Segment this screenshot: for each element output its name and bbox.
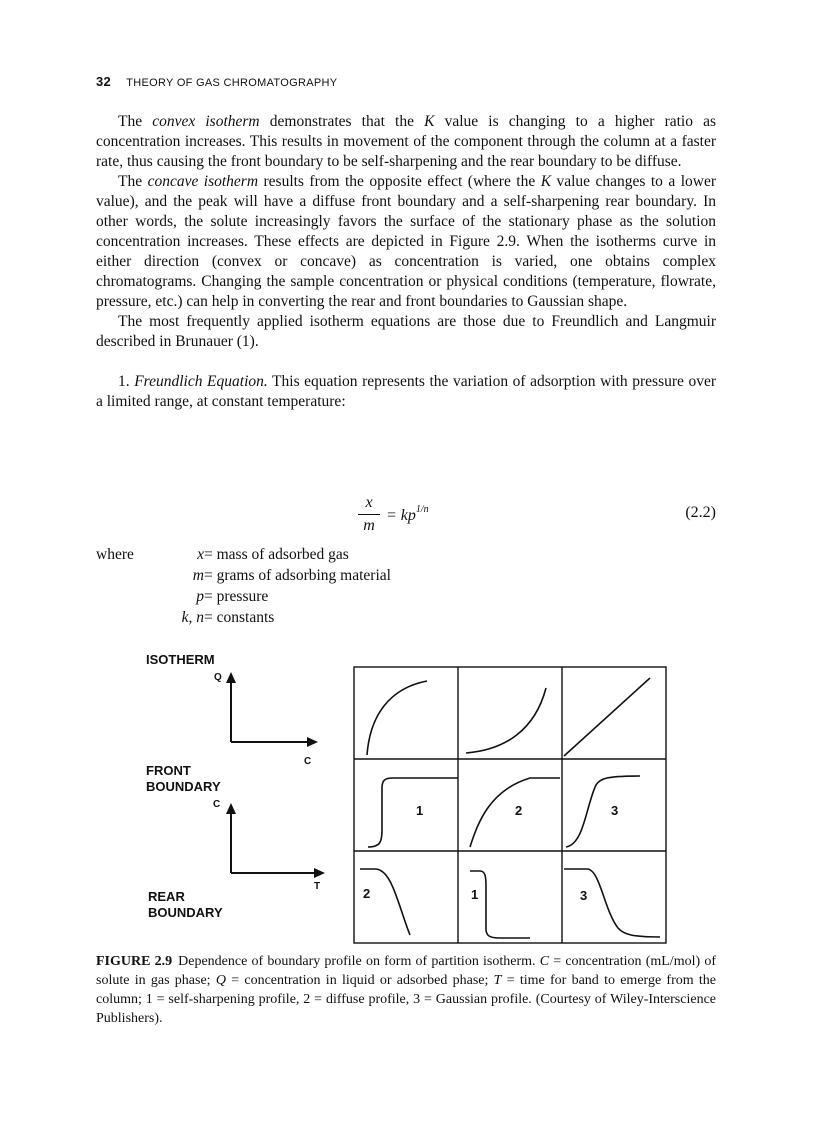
curve-front-gaussian — [566, 776, 640, 847]
figure-2-9 — [0, 640, 816, 960]
caption-text — [96, 954, 716, 1026]
equation-fraction — [358, 494, 380, 535]
rear-number-1: 2 — [363, 886, 371, 901]
label-rear-1: REAR — [148, 889, 185, 904]
text-run: The — [118, 113, 153, 130]
text-run: = time for band to emerge from the column; 1 = self-sharpening profile, 2 = diffuse profile, 3 = Gaussian profile. (Courtesy of Wiley-Interscience Publishers). — [96, 973, 716, 1026]
arrow-up-icon — [226, 803, 236, 814]
label-rear-2: BOUNDARY — [148, 905, 223, 920]
definition-text: = pressure — [204, 588, 269, 605]
front-number-2: 2 — [515, 803, 523, 818]
italic-term: concave isotherm — [147, 173, 259, 190]
definition-symbol: x — [197, 546, 204, 563]
equation-rhs — [386, 504, 429, 525]
figure-grid-frame — [354, 667, 666, 943]
text-run: = concentration in liquid or adsorbed phase; — [225, 973, 494, 988]
text-run: demonstrates that the — [259, 113, 425, 130]
arrow-right-icon — [307, 737, 318, 747]
equation-rhs-text: = kp — [386, 507, 416, 524]
definition-symbol: p — [196, 588, 204, 605]
label-front-2: BOUNDARY — [146, 779, 221, 794]
axis-label-q: Q — [214, 672, 222, 683]
rear-number-2: 1 — [471, 887, 479, 902]
italic-term: T — [493, 973, 502, 988]
definition-text: = grams of adsorbing material — [204, 567, 391, 584]
paragraph — [96, 372, 716, 412]
definition-symbol: m — [192, 567, 204, 584]
italic-term: K — [540, 173, 552, 190]
equation-number: (2.2) — [685, 504, 716, 521]
figure-caption — [96, 952, 716, 1028]
page-number: 32 — [96, 74, 112, 89]
paragraph — [96, 172, 716, 312]
italic-term: Freundlich Equation. — [134, 373, 268, 390]
label-isotherm: ISOTHERM — [146, 652, 215, 667]
where-label: where — [96, 546, 134, 563]
axis-label-c: C — [304, 756, 312, 767]
running-header — [96, 74, 337, 89]
curve-convex-isotherm — [367, 681, 427, 755]
equation-denominator: m — [363, 517, 375, 534]
rear-number-3: 3 — [580, 888, 588, 903]
text-run: 1. — [118, 373, 135, 390]
text-run: The most frequently applied isotherm equations are those due to Freundlich and Langmuir described in Brunauer (1). — [96, 313, 716, 350]
running-title: THEORY OF GAS CHROMATOGRAPHY — [126, 77, 338, 89]
italic-term: convex isotherm — [152, 113, 260, 130]
text-run: = concentration (mL/mol) of solute in gas phase; — [96, 954, 716, 988]
paragraph — [96, 112, 716, 172]
paragraph — [96, 312, 716, 352]
front-number-3: 3 — [611, 803, 619, 818]
text-run: value changes to a lower value), and the peak will have a diffuse front boundary and a self-sharpening rear boundary. In other words, the solute increasingly favors the surface of the stationary phase as the solution concentration increases. These effects are depicted in Figure 2.9. When the isotherms curve in either direction (convex or concave) as concentration is varied, one obtains complex chromatograms. Changing the sample concentration or physical conditions (temperature, flowrate, pressure, etc.) can help in converting the rear and front boundaries to Gaussian shape. — [96, 173, 717, 310]
italic-term: K — [424, 113, 435, 130]
definition-text: = constants — [204, 609, 275, 626]
axis-label-c-top: C — [213, 799, 221, 810]
arrow-right-icon — [314, 868, 325, 878]
definition-text: = mass of adsorbed gas — [204, 546, 349, 563]
fraction-bar — [358, 514, 380, 515]
label-front-1: FRONT — [146, 763, 191, 778]
figure-label: FIGURE 2.9 — [96, 954, 173, 969]
front-number-1: 1 — [416, 803, 424, 818]
curve-rear-self-sharpening — [470, 871, 530, 938]
equation-numerator: x — [365, 494, 373, 511]
italic-term: Q — [215, 973, 226, 988]
text-run: This equation represents the variation of adsorption with pressure over a limited range, at constant temperature: — [96, 373, 716, 410]
curve-front-self-sharpening — [368, 778, 458, 847]
axis-label-t: T — [314, 881, 321, 892]
curve-concave-isotherm — [466, 688, 546, 753]
definition-symbol: k, n — [181, 609, 204, 626]
text-run: The — [118, 173, 148, 190]
text-run: value is changing to a higher ratio as concentration increases. This results in movement of the component through the column at a faster rate, thus causing the front boundary to be self-sharpening and the rear boundary to be diffuse. — [96, 113, 717, 170]
curve-rear-gaussian — [564, 869, 660, 937]
text-run: Dependence of boundary profile on form of partition isotherm. — [178, 954, 540, 969]
equation-exponent: 1/n — [415, 504, 429, 515]
curve-linear-isotherm — [564, 678, 650, 756]
equation-2-2 — [96, 494, 716, 540]
italic-term: C — [539, 954, 550, 969]
text-run: results from the opposite effect (where the — [258, 173, 541, 190]
curve-rear-diffuse — [360, 869, 410, 935]
body-text — [96, 112, 716, 412]
arrow-up-icon — [226, 672, 236, 683]
